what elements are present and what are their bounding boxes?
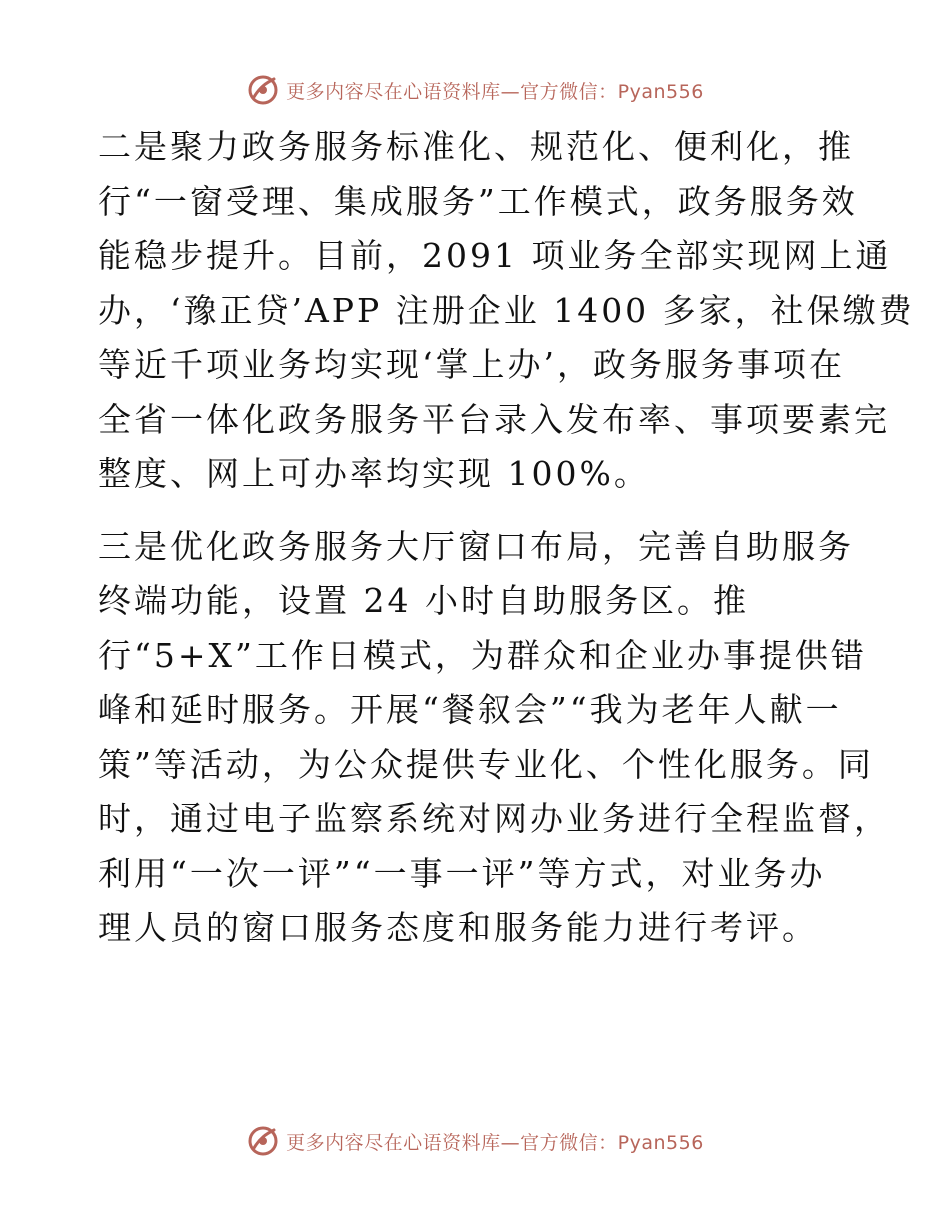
pen-swirl-logo-icon	[246, 73, 280, 107]
header-watermark	[0, 70, 950, 110]
text-line: 峰和延时服务。开展“餐叙会”“我为老年人献一	[98, 690, 842, 729]
text-line: 行“5+X”工作日模式，为群众和企业办事提供错	[98, 635, 867, 675]
footer-watermark	[0, 1121, 950, 1161]
text-line: 能稳步提升。目前，2091 项业务全部实现网上通	[98, 236, 892, 275]
text-line: 全省一体化政务服务平台录入发布率、事项要素完	[98, 399, 890, 439]
text-line: 行“一窗受理、集成服务”工作模式，政务服务效	[98, 181, 858, 221]
document-body	[98, 120, 915, 956]
paragraph-3	[98, 520, 890, 956]
text-line: 等近千项业务均实现‘掌上办’，政务服务事项在	[98, 345, 845, 384]
text-line: 办，‘豫正贷’APP 注册企业 1400 多家，社保缴费	[98, 290, 915, 330]
text-line: 三是优化政务服务大厅窗口布局，完善自助服务	[98, 526, 854, 566]
text-line: 利用“一次一评”“一事一评”等方式，对业务办	[98, 853, 826, 893]
paragraph-2	[98, 120, 915, 502]
text-line: 策”等活动，为公众提供专业化、个性化服务。同	[98, 744, 874, 784]
text-line: 时，通过电子监察系统对网办业务进行全程监督，	[98, 799, 890, 838]
watermark-text: 更多内容尽在心语资料库—官方微信：Pyan556	[286, 80, 704, 103]
pen-swirl-logo-icon	[246, 1124, 280, 1158]
text-line: 终端功能，设置 24 小时自助服务区。推	[98, 581, 749, 620]
watermark-text: 更多内容尽在心语资料库—官方微信：Pyan556	[286, 1131, 704, 1154]
text-line: 整度、网上可办率均实现 100%。	[98, 454, 650, 493]
text-line: 二是聚力政务服务标准化、规范化、便利化，推	[98, 127, 854, 166]
text-line: 理人员的窗口服务态度和服务能力进行考评。	[98, 908, 818, 947]
